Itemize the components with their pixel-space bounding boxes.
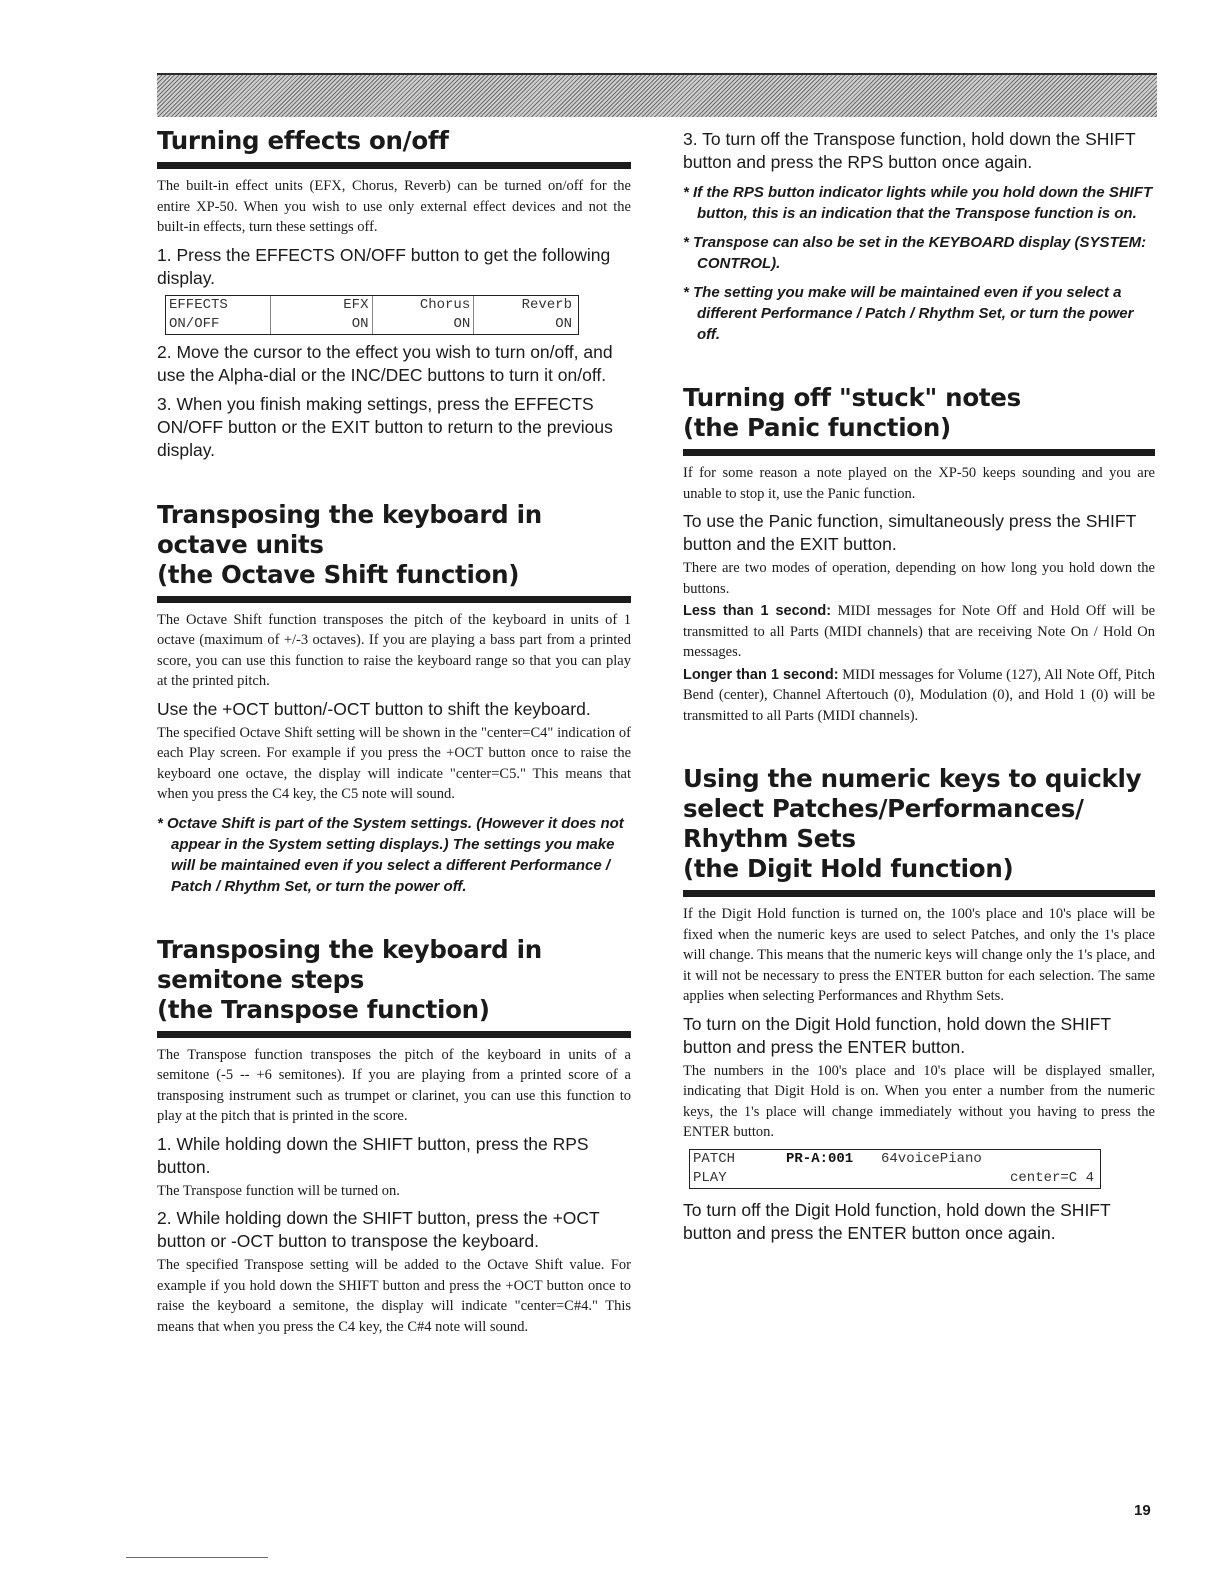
digit-display-row-1 [690, 1150, 1100, 1169]
transpose-intro: The Transpose function transposes the pitch of the keyboard in units of a semitone (-5 -- +6 semitones). If you are playing from a printed score of a transposing instrument such as trumpet or clarinet, you can use this function to play at the pitch that is printed in the score. [157, 1046, 631, 1124]
panic-longer-than [683, 665, 1155, 727]
panic-less-label: Less than 1 second: [683, 603, 832, 619]
display-cell: ON [555, 315, 572, 332]
display-cell: 64voicePiano [881, 1150, 982, 1167]
panic-less-than [683, 601, 1155, 663]
display-cell: ON [373, 315, 475, 334]
heading-line: (the Transpose function) [157, 994, 490, 1024]
panic-section [683, 383, 1155, 726]
panic-longer-text: MIDI messages for Volume (127), All Note Off, Pitch Bend (center), Channel Aftertouch (0), Modulation (0), and Hold 1 (0) will be transmitted to all Parts (MIDI channels). [683, 666, 1155, 724]
heading-line: (the Octave Shift function) [157, 559, 520, 589]
digit-hold-display [689, 1149, 1101, 1189]
transpose-step-2: 2. While holding down the SHIFT button, press the +OCT button or -OCT button to transpose the keyboard. [157, 1208, 600, 1251]
transpose-continued-section [683, 128, 1155, 345]
effects-step-1: 1. Press the EFFECTS ON/OFF button to get the following display. [157, 244, 611, 288]
transpose-step-1-note: The Transpose function will be turned on. [157, 1182, 400, 1199]
digit-hold-on-instruction: To turn on the Digit Hold function, hold down the SHIFT button and press the ENTER button. [683, 1013, 1111, 1057]
heading-line: octave units [157, 529, 324, 559]
page-number: 19 [1134, 1502, 1151, 1519]
heading-line: Transposing the keyboard in [157, 499, 542, 529]
effects-display [165, 295, 579, 335]
transpose-heading [157, 935, 631, 1038]
heading-line: Using the numeric keys to quickly [683, 764, 1142, 793]
panic-modes: There are two modes of operation, depending on how long you hold down the buttons. [683, 560, 1155, 597]
panic-instruction: To use the Panic function, simultaneously press the SHIFT button and the EXIT button. [683, 511, 1136, 554]
octave-shift-intro: The Octave Shift function transposes the pitch of the keyboard in units of 1 octave (maximum of +/-3 octaves). If you are playing a bass part from a printed score, you can use this function to raise the keyboard range so that you can play at the printed pitch. [157, 611, 631, 689]
effects-section [157, 126, 631, 462]
digit-hold-intro: If the Digit Hold function is turned on, the 100's place and 10's place will be fixed when the numeric keys are used to select Patches, and only the 1's place will change. This means that the numeric keys will change only the 1's place, and it will not be necessary to press the ENTER button for each selection. The same applies when selecting Performances and Rhythm Sets. [683, 906, 1155, 1004]
display-cell: Chorus [373, 296, 475, 315]
display-cell: ON/OFF [169, 315, 271, 334]
right-column [683, 118, 1155, 1245]
octave-shift-heading [157, 500, 631, 603]
octave-shift-note: * Octave Shift is part of the System settings. (However it does not appear in the System setting displays.) The settings you make will be maintained even if you select a different Performance / Patch / Rhythm Set, or turn the power off. [157, 814, 624, 895]
digit-display-row-2 [690, 1169, 1100, 1188]
heading-line: (the Digit Hold function) [683, 854, 1014, 883]
heading-line: semitone steps [157, 964, 365, 994]
transpose-step-1: 1. While holding down the SHIFT button, press the RPS button. [157, 1133, 589, 1177]
octave-shift-section [157, 500, 631, 897]
footer-rule [126, 1557, 268, 1558]
display-cell: PLAY [693, 1169, 727, 1186]
display-cell: PR-A:001 [786, 1150, 854, 1167]
display-cell: EFX [271, 296, 373, 315]
effects-heading: Turning effects on/off [157, 126, 631, 169]
digit-hold-heading [683, 764, 1155, 897]
panic-intro: If for some reason a note played on the XP-50 keeps sounding and you are unable to stop it, use the Panic function. [683, 465, 1155, 502]
heading-line: Transposing the keyboard in [157, 934, 542, 964]
heading-line: select Patches/Performances/ [683, 794, 1084, 823]
transpose-step-3: 3. To turn off the Transpose function, hold down the SHIFT button and press the RPS button once again. [683, 129, 1136, 172]
panic-longer-label: Longer than 1 second: [683, 666, 839, 683]
effects-step-2: 2. Move the cursor to the effect you wish to turn on/off, and use the Alpha-dial or the INC/DEC buttons to turn it on/off. [157, 341, 613, 385]
transpose-step-2-detail: The specified Transpose setting will be added to the Octave Shift value. For example if you hold down the SHIFT button and press the +OCT button once to raise the keyboard a semitone, the display will indicate "center=C#4." This means that when you press the C4 key, the C#4 note will sound. [157, 1257, 631, 1335]
heading-line: Rhythm Sets [683, 824, 856, 853]
display-cell: EFFECTS [169, 296, 271, 315]
display-cell: ON [271, 315, 373, 334]
digit-hold-detail: The numbers in the 100's place and 10's place will be displayed smaller, indicating that Digit Hold is on. When you enter a number from the numeric keys, the 1's place will change immediately without you having to press the ENTER button. [683, 1062, 1155, 1140]
heading-line: (the Panic function) [683, 413, 951, 442]
panic-less-text: MIDI messages for Note Off and Hold Off will be transmitted to all Parts (MIDI channels) that are receiving Note On / Hold On messages. [683, 603, 1156, 660]
effects-step-3: 3. When you finish making settings, press the EFFECTS ON/OFF button or the EXIT button to return to the previous display. [157, 393, 613, 460]
display-cell: center=C 4 [1009, 1169, 1094, 1186]
transpose-note-2: * Transpose can also be set in the KEYBOARD display (SYSTEM: CONTROL). [683, 234, 1147, 272]
left-column [157, 118, 631, 1337]
octave-shift-detail: The specified Octave Shift setting will be shown in the "center=C4" indication of each Play screen. For example if you press the +OCT button once to raise the keyboard one octave, the display will indicate "center=C5." This means that when you press the C4 key, the C5 note will sound. [157, 724, 631, 802]
header-banner [157, 73, 1157, 117]
digit-hold-off-instruction: To turn off the Digit Hold function, hold down the SHIFT button and press the ENTER button once again. [683, 1199, 1111, 1243]
heading-line: Turning off "stuck" notes [683, 383, 1021, 412]
effects-display-row-1 [166, 296, 578, 315]
display-cell: Reverb [521, 296, 572, 313]
octave-shift-instruction: Use the +OCT button/-OCT button to shift the keyboard. [157, 698, 591, 719]
transpose-note-1: * If the RPS button indicator lights while you hold down the SHIFT button, this is an indication that the Transpose function is on. [683, 184, 1153, 222]
digit-hold-section [683, 764, 1155, 1245]
effects-display-row-2 [166, 315, 578, 334]
display-cell: PATCH [693, 1150, 736, 1167]
panic-heading [683, 383, 1155, 456]
transpose-note-3: * The setting you make will be maintained even if you select a different Performance / Patch / Rhythm Set, or turn the power off. [683, 284, 1134, 343]
transpose-section [157, 935, 631, 1338]
effects-intro: The built-in effect units (EFX, Chorus, Reverb) can be turned on/off for the entire XP-50. When you wish to use only external effect devices and not the built-in effects, turn these settings off. [157, 178, 631, 235]
